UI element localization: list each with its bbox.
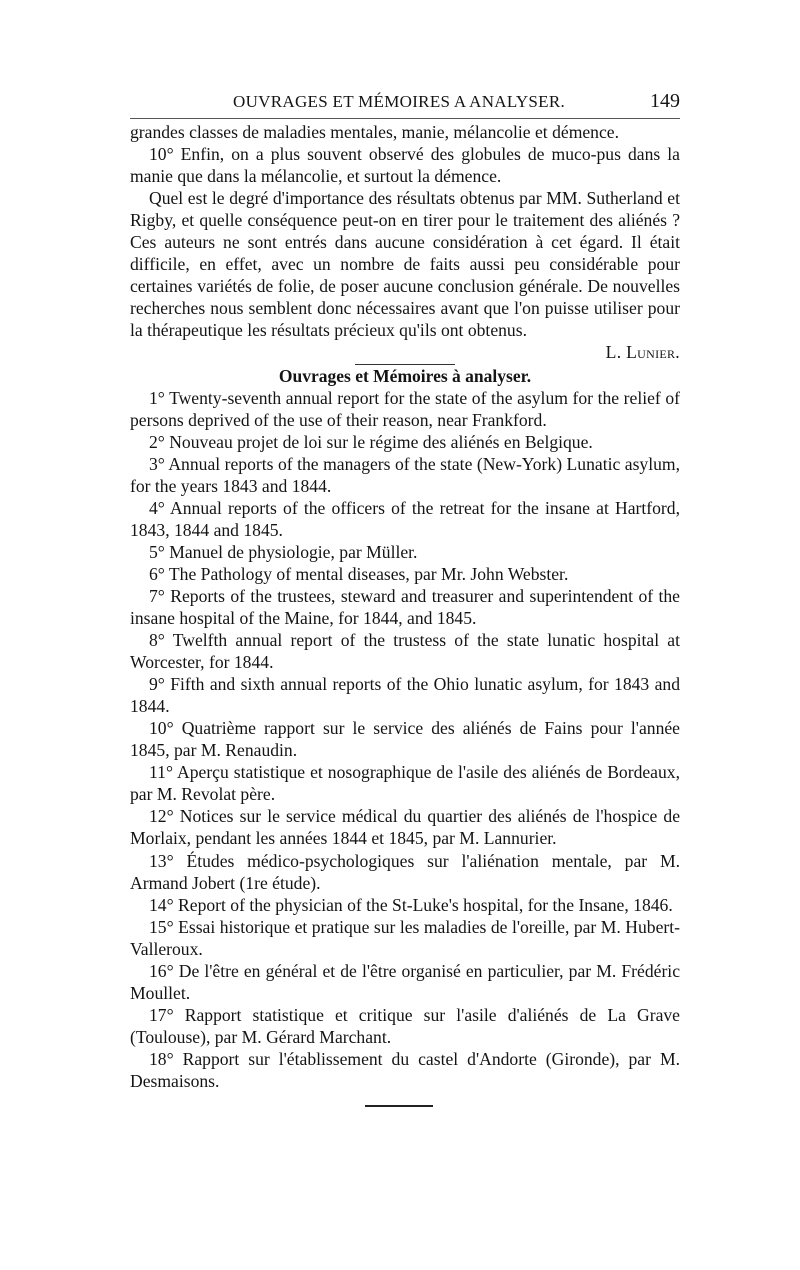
running-head-title: OUVRAGES ET MÉMOIRES A ANALYSER. (233, 92, 566, 111)
list-item: 2° Nouveau projet de loi sur le régime des aliénés en Belgique. (149, 431, 593, 452)
list-item: 1° Twenty-seventh annual report for the state of the asylum for the relief of persons deprived of the use of their reason, near Frankford. (130, 387, 680, 430)
running-head (130, 92, 680, 119)
list-item: 16° De l'être en général et de l'être organisé en particulier, par M. Frédéric Moullet. (130, 960, 680, 1003)
end-rule (365, 1105, 433, 1107)
paragraph-point-10: 10° Enfin, on a plus souvent observé des globules de muco-pus dans la manie que dans la mélancolie, et surtout la démence. (130, 144, 680, 187)
list-item: 13° Études médico-psychologiques sur l'aliénation mentale, par M. Armand Jobert (1re étude). (130, 850, 680, 893)
list-item: 12° Notices sur le service médical du quartier des aliénés de l'hospice de Morlaix, pendant les années 1844 et 1845, par M. Lannurier. (130, 806, 680, 849)
list-item: 9° Fifth and sixth annual reports of the Ohio lunatic asylum, for 1843 and 1844. (130, 674, 680, 717)
author-signature: L. Lunier. (605, 342, 680, 363)
list-item: 6° The Pathology of mental diseases, par Mr. John Webster. (149, 563, 569, 584)
list-item: 15° Essai historique et pratique sur les maladies de l'oreille, par M. Hubert-Valleroux. (130, 916, 680, 959)
paragraph-conclusion-text: Quel est le degré d'importance des résultats obtenus par MM. Sutherland et Rigby, et quelle conséquence peut-on en tirer pour le traitement des aliénés ? Ces auteurs ne sont entrés dans aucune considération à cet égard. Il était difficile, en effet, avec un nombre de faits aussi peu considérable pour certaines variétés de folie, de poser aucune conclusion générale. De nouvelles recherches nous semblent donc nécessaires avant que l'on puisse utiliser pour la thérapeutique les résultats précieux qu'ils ont obtenus. (130, 188, 680, 341)
paragraph-conclusion (130, 187, 680, 363)
works-list (130, 387, 680, 1093)
list-item: 17° Rapport statistique et critique sur l'asile d'aliénés de La Grave (Toulouse), par M. Gérard Marchant. (130, 1004, 680, 1047)
list-item: 14° Report of the physician of the St-Luke's hospital, for the Insane, 1846. (149, 894, 673, 915)
list-item: 4° Annual reports of the officers of the retreat for the insane at Hartford, 1843, 1844 and 1845. (130, 497, 680, 540)
list-item: 3° Annual reports of the managers of the state (New-York) Lunatic asylum, for the years 1843 and 1844. (130, 453, 680, 496)
list-item: 7° Reports of the trustees, steward and treasurer and superintendent of the insane hospital of the Maine, for 1844, and 1845. (130, 585, 680, 628)
section-heading: Ouvrages et Mémoires à analyser. (278, 365, 532, 386)
page-body (130, 121, 680, 1092)
list-item: 11° Aperçu statistique et nosographique de l'asile des aliénés de Bordeaux, par M. Revolat père. (130, 762, 680, 805)
page-number: 149 (650, 90, 680, 112)
list-item: 5° Manuel de physiologie, par Müller. (149, 541, 418, 562)
list-item: 18° Rapport sur l'établissement du castel d'Andorte (Gironde), par M. Desmaisons. (130, 1048, 680, 1091)
list-item: 8° Twelfth annual report of the trustess of the state lunatic hospital at Worcester, for 1844. (130, 630, 680, 673)
list-item: 10° Quatrième rapport sur le service des aliénés de Fains pour l'année 1845, par M. Renaudin. (130, 718, 680, 761)
paragraph-continued: grandes classes de maladies mentales, manie, mélancolie et démence. (130, 122, 619, 142)
